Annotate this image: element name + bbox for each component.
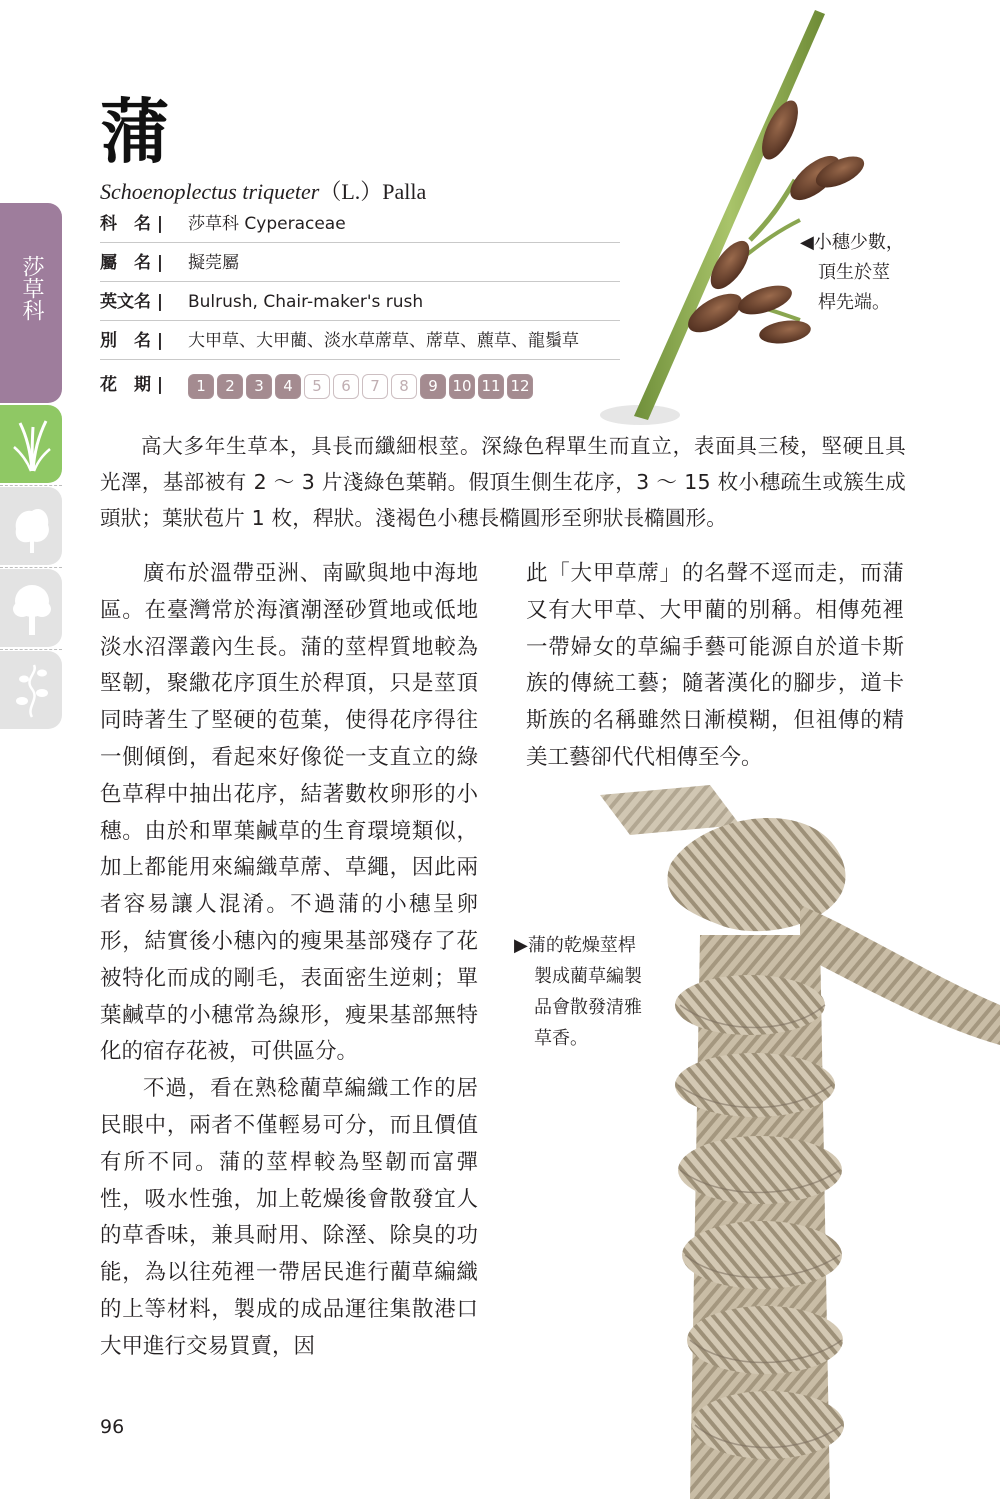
rope-caption	[514, 930, 664, 1054]
body-right-column	[526, 556, 904, 777]
scientific-author: （L.）Palla	[319, 179, 427, 204]
spikelet-caption-line: ◀小穗少數，	[800, 232, 904, 253]
vine-category-tab[interactable]	[0, 651, 62, 729]
body-left-column	[100, 556, 478, 1366]
month-badge-9: 9	[420, 374, 446, 399]
spikelet-caption	[800, 228, 920, 318]
info-row-family	[100, 205, 620, 243]
spikelet-caption-line: 桿先端。	[818, 292, 890, 313]
family-value: 莎草科 Cyperaceae	[188, 214, 346, 234]
scientific-binomial: Schoenoplectus triqueter	[100, 179, 320, 204]
info-row-alias	[100, 322, 620, 360]
page-number: 96	[100, 1416, 125, 1438]
month-badge-1: 1	[188, 374, 214, 399]
month-badge-2: 2	[217, 374, 243, 399]
rope-braid-photo	[570, 775, 1000, 1499]
english-name-label: 英文名 |	[100, 292, 164, 312]
vine-icon	[12, 663, 52, 719]
grass-icon	[12, 417, 52, 473]
page-title: 蒲	[100, 90, 170, 173]
tab-divider	[0, 485, 62, 486]
spikelet-photo	[600, 10, 870, 430]
month-badge-7: 7	[362, 374, 388, 399]
month-badge-11: 11	[478, 374, 504, 399]
month-badge-10: 10	[449, 374, 475, 399]
genus-label: 屬 名 |	[100, 253, 164, 273]
body-paragraph: 廣布於溫帶亞洲、南歐與地中海地區。在臺灣常於海濱潮溼砂質地或低地淡水沼澤叢內生長。蒲的莖桿質地較為堅韌，聚繖花序頂生於稈頂，只是莖頂同時著生了堅硬的苞葉，使得花序得往一側傾倒，看起來好像從一支直立的綠色草稈中抽出花序，結著數枚卵形的小穗。由於和單葉鹹草的生育環境類似，加上都能用來編織草蓆、草繩，因此兩者容易讓人混淆。不過蒲的小穗呈卵形，結實後小穗內的瘦果基部殘存了花被特化而成的剛毛，表面密生逆刺；單葉鹹草的小穗常為線形，瘦果基部無特化的宿存花被，可供區分。	[100, 561, 478, 1065]
flowering-label: 花 期 |	[100, 375, 164, 395]
rope-caption-line: 品會散發清雅	[534, 997, 642, 1018]
body-paragraph: 此「大甲草蓆」的名聲不逕而走，而蒲又有大甲草、大甲藺的別稱。相傳苑裡一帶婦女的草編手藝可能源自於道卡斯族的傳統工藝；隨著漢化的腳步，道卡斯族的名稱雖然日漸模糊，但祖傳的精美工藝卻代代相傳至今。	[526, 561, 904, 770]
scientific-name	[100, 178, 426, 206]
tree-category-tab[interactable]	[0, 569, 62, 647]
info-row-flowering	[100, 366, 620, 404]
genus-value: 擬莞屬	[188, 253, 239, 273]
tab-divider	[0, 567, 62, 568]
month-badge-6: 6	[333, 374, 359, 399]
month-badge-5: 5	[304, 374, 330, 399]
info-row-genus	[100, 244, 620, 282]
shrub-category-tab[interactable]	[0, 487, 62, 565]
month-badge-3: 3	[246, 374, 272, 399]
info-row-english	[100, 283, 620, 321]
rope-caption-line: 製成藺草編製	[534, 966, 642, 987]
alias-label: 別 名 |	[100, 331, 164, 351]
family-tab-label: 莎草科	[19, 255, 44, 321]
shrub-icon	[12, 499, 52, 555]
tree-icon	[12, 581, 52, 637]
family-tab[interactable]	[0, 203, 62, 403]
english-name-value: Bulrush, Chair-maker's rush	[188, 292, 424, 312]
alias-value: 大甲草、大甲藺、淡水草蓆草、蓆草、藨草、龍鬚草	[188, 331, 579, 351]
spikelet-caption-line: 頂生於莖	[818, 262, 890, 283]
flowering-months	[188, 374, 533, 399]
grass-category-tab[interactable]	[0, 405, 62, 483]
month-badge-8: 8	[391, 374, 417, 399]
month-badge-4: 4	[275, 374, 301, 399]
rope-caption-line: ▶蒲的乾燥莖桿	[514, 935, 636, 956]
tab-divider	[0, 649, 62, 650]
rope-caption-line: 草香。	[534, 1028, 588, 1049]
intro-description: 高大多年生草本，具長而纖細根莖。深綠色稈單生而直立，表面具三稜，堅硬且具光澤，基部被有 2 ～ 3 片淺綠色葉鞘。假頂生側生花序，3 ～ 15 枚小穗疏生或簇生成頭狀；葉狀苞片 1 枚，稈狀。淺褐色小穗長橢圓形至卵狀長橢圓形。	[100, 434, 906, 530]
body-paragraph: 不過，看在熟稔藺草編織工作的居民眼中，兩者不僅輕易可分，而且價值有所不同。蒲的莖桿較為堅韌而富彈性，吸水性強，加上乾燥後會散發宜人的草香味，兼具耐用、除溼、除臭的功能，為以往苑裡一帶居民進行藺草編織的上等材料，製成的成品運往集散港口大甲進行交易買賣，因	[100, 1076, 478, 1359]
month-badge-12: 12	[507, 374, 533, 399]
family-label: 科 名 |	[100, 214, 164, 234]
